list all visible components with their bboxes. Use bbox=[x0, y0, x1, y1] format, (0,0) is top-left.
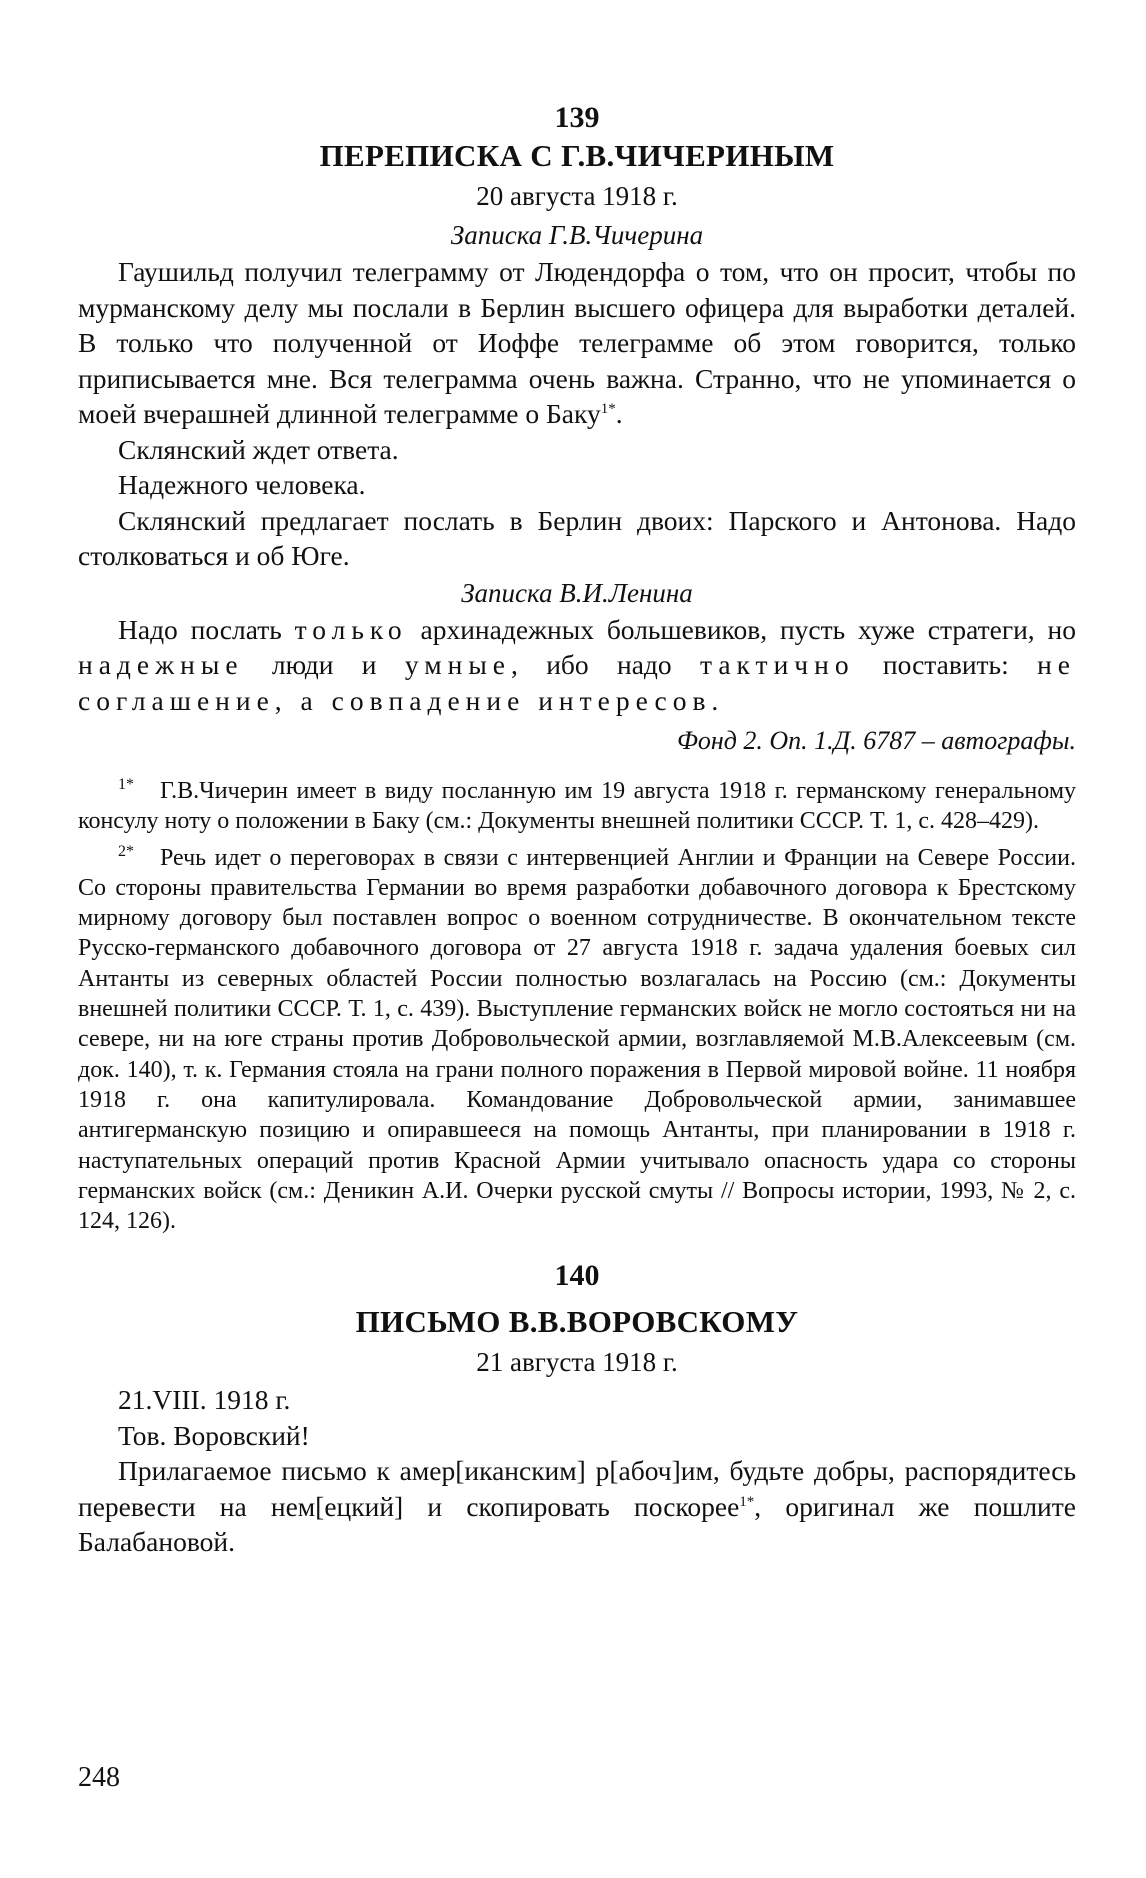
caption-lenin-note: Записка В.И.Ленина bbox=[461, 577, 693, 608]
chicherin-note-body bbox=[78, 254, 1076, 574]
lenin-text-c: люди и bbox=[243, 649, 405, 680]
letter-paragraph-text: Прилагаемое письмо к амер[иканским] р[абоч]им, будьте добры, распорядитесь перевести на нем[ецкий] и скопировать поскорее bbox=[78, 1455, 1076, 1522]
page-number: 248 bbox=[78, 1762, 120, 1793]
chicherin-paragraph-4: Склянский предлагает послать в Берлин двоих: Парского и Антонова. Надо столковаться и об Юге. bbox=[78, 504, 1076, 571]
chicherin-line-3: Надежного человека. bbox=[118, 469, 366, 500]
footnote-mark-1: 1* bbox=[118, 776, 134, 793]
letter-salutation: Тов. Воровский! bbox=[118, 1419, 310, 1451]
vorovsky-letter-body bbox=[78, 1382, 1076, 1560]
footnote-1 bbox=[78, 770, 1076, 837]
doc-title-139: ПЕРЕПИСКА С Г.В.ЧИЧЕРИНЫМ bbox=[319, 138, 835, 173]
lenin-text-a: Надо послать bbox=[118, 613, 295, 645]
lenin-text-e: поставить: bbox=[854, 649, 1038, 680]
footnote-mark-2: 2* bbox=[118, 842, 134, 860]
lenin-note-body bbox=[78, 612, 1076, 719]
lenin-spaced-4: тактично bbox=[700, 649, 855, 680]
lenin-paragraph bbox=[78, 612, 1076, 719]
letter-paragraph-end: , оригинал же пошлите Балабановой. bbox=[78, 1490, 1076, 1558]
archive-source: Фонд 2. Оп. 1.Д. 6787 – автографы. bbox=[676, 726, 1076, 755]
caption-chicherin-note: Записка Г.В.Чичерина bbox=[450, 220, 704, 250]
lenin-spaced-5: не соглашение, а совпадение интересов. bbox=[78, 649, 1077, 716]
footnotes-139 bbox=[78, 770, 1076, 1236]
letter-paragraph bbox=[78, 1453, 1076, 1560]
lenin-spaced-3: умные bbox=[404, 649, 512, 680]
chicherin-paragraph-end: . bbox=[615, 398, 623, 429]
lenin-text-b: архинадежных большевиков, пусть хуже стратеги, но bbox=[407, 613, 1076, 645]
doc-number-139: 139 bbox=[554, 101, 600, 134]
chicherin-paragraph bbox=[78, 254, 1076, 432]
doc-number-140: 140 bbox=[554, 1259, 600, 1293]
doc-date-139: 20 августа 1918 г. bbox=[476, 181, 678, 211]
footnote-ref-letter[interactable]: 1* bbox=[739, 1493, 755, 1510]
doc-title-140: ПИСЬМО В.В.ВОРОВСКОМУ bbox=[355, 1304, 799, 1340]
lenin-spaced-2: надежные bbox=[78, 649, 244, 680]
footnote-ref-1[interactable]: 1* bbox=[600, 400, 616, 417]
chicherin-paragraph-text: Гаушильд получил телеграмму от Людендорфа о том, что он просит, чтобы по мурманскому делу мы послали в Берлин высшего офицера для выработки деталей. В только что полученной от Иоффе телеграмме об этом говорится, только приписывается мне. Вся телеграмма очень важна. Странно, что не упоминается о моей вчерашней длинной телеграмме о Баку bbox=[78, 256, 1076, 429]
doc-date-140: 21 августа 1918 г. bbox=[476, 1347, 678, 1378]
chicherin-line-2: Склянский ждет ответа. bbox=[118, 433, 399, 465]
footnote-1-text: Г.В.Чичерин имеет в виду посланную им 19 августа 1918 г. германскому генеральному консулу ноту о положении в Баку (см.: Документы внешней политики СССР. Т. 1, с. 428–429). bbox=[78, 778, 1076, 835]
footnote-2-text: Речь идет о переговорах в связи с интервенцией Англии и Франции на Севере России. Со стороны правительства Германии во время разработки добавочного договора к Брестскому мирному договору был поставлен вопрос о военном сотрудничестве. В окончательном тексте Русско-германского добавочного договора от 27 августа 1918 г. задача удаления боевых сил Антанты из северных областей России полностью возлагалась на Россию (см.: Документы внешней политики СССР. Т. 1, с. 439). Выступление германских войск не могло состояться ни на севере, ни на юге страны против Добровольческой армии, возглавляемой М.В.Алексеевым (см. док. 140), т. к. Германия стояла на грани полного поражения в Первой мировой войне. 11 ноября 1918 г. она капитулировала. Командование Добровольческой армии, занимавшее антигерманскую позицию и опиравшееся на помощь Антанты, при планировании в 1918 г. наступательных операций против Красной Армии учитывало опасность удара со стороны германских войск (см.: Деникин А.И. Очерки русской смуты // Вопросы истории, 1993, № 2, с. 124, 126). bbox=[78, 844, 1076, 1235]
letter-date-line: 21.VIII. 1918 г. bbox=[118, 1384, 291, 1416]
footnote-2 bbox=[78, 837, 1076, 1237]
lenin-text-d: , ибо надо bbox=[511, 649, 700, 680]
lenin-spaced-1: только bbox=[294, 613, 408, 645]
